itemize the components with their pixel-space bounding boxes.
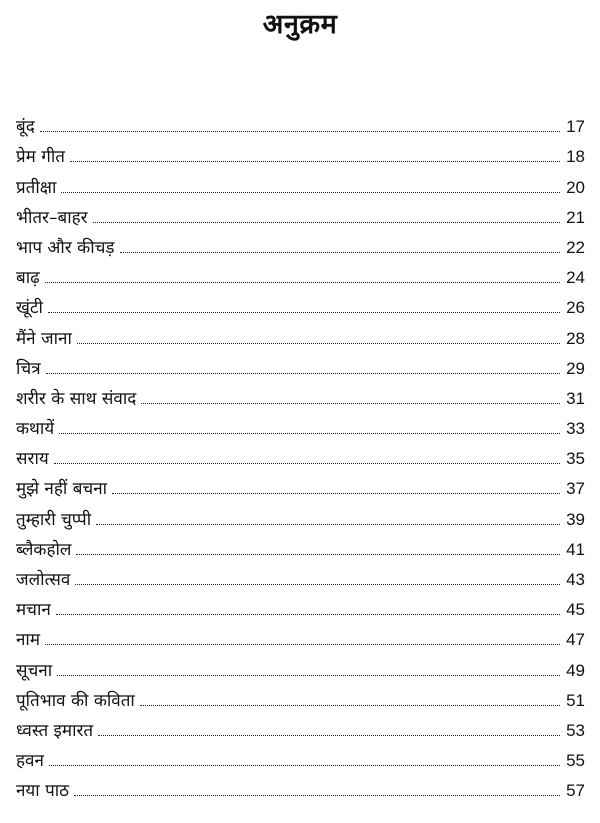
toc-leader-dots [46,373,560,374]
toc-entry-page: 28 [566,328,585,348]
toc-entry-page: 29 [566,358,585,378]
toc-leader-dots [120,252,560,253]
toc-entry [16,742,585,772]
toc-entry-title: सराय [16,449,49,470]
toc-entry-page: 43 [566,570,585,589]
toc-entry-title: मुझे नहीं बचना [16,479,108,500]
toc-entry-page: 20 [566,177,585,197]
toc-entry [16,199,585,229]
toc-entry [16,319,585,349]
toc-entry-page: 47 [566,630,585,650]
toc-entry-title: मैंने जाना [16,328,72,349]
toc-entry-title: सूचना [16,660,53,681]
toc-entry-title: भीतर–बाहर [16,207,88,228]
page-title: अनुक्रम [262,9,338,40]
toc-entry-title: भाप और कीचड़ [16,237,115,258]
toc-entry-title: बाढ़ [16,268,40,289]
toc-entry [16,440,585,470]
toc-entry [16,350,585,380]
toc-entry-title: चित्र [16,358,41,379]
toc-leader-dots [98,735,560,736]
toc-entry [16,138,585,168]
toc-entry [16,621,585,651]
toc-leader-dots [76,554,560,555]
toc-entry-page: 33 [566,419,585,439]
toc-leader-dots [141,403,560,404]
toc-entry [16,500,585,530]
toc-entry [16,380,585,410]
toc-entry [16,591,585,621]
toc-leader-dots [75,584,560,585]
toc-leader-dots [57,675,560,676]
toc-leader-dots [45,282,560,283]
toc-entry [16,259,585,289]
toc-entry-title: प्रेम गीत [16,147,65,168]
toc-entry-title: नाम [16,630,41,651]
toc-entry-title: हवन [16,751,44,772]
toc-entry-title: कथायें [16,419,55,440]
toc-entry-page: 39 [566,509,585,529]
toc-entry-title: प्रतीक्षा [16,177,57,198]
toc-entry [16,289,585,319]
toc-entry-title: ध्वस्त इमारत [16,720,94,741]
toc-entry [16,651,585,681]
toc-entry [16,470,585,500]
toc-entry-page: 35 [566,449,585,469]
toc-entry [16,561,585,591]
toc-entry-page: 21 [566,207,585,227]
toc-entry [16,682,585,712]
toc-leader-dots [54,463,560,464]
toc-entry-title: जलोत्सव [16,570,71,590]
toc-entry [16,772,585,802]
toc-leader-dots [74,795,560,796]
toc-leader-dots [140,705,560,706]
toc-entry-page: 45 [566,600,585,620]
toc-entry-page: 55 [566,751,585,771]
toc-entry-page: 57 [566,781,585,801]
toc-entry-page: 49 [566,660,585,680]
toc-entry-title: खूंटी [16,298,43,319]
toc-entry [16,531,585,561]
toc-leader-dots [49,765,560,766]
toc-entry-title: नया पाठ [16,781,70,802]
toc-entry-page: 37 [566,479,585,499]
toc-entry-page: 31 [566,388,585,408]
toc-entry [16,108,585,138]
toc-entry-title: ब्लैकहोल [16,539,72,560]
toc-entry [16,712,585,742]
toc-entry-page: 22 [566,237,585,257]
toc-leader-dots [112,493,560,494]
toc-entry [16,229,585,259]
toc-entry-page: 53 [566,720,585,740]
toc-leader-dots [93,222,560,223]
toc-entry-page: 18 [566,147,585,167]
toc-leader-dots [61,192,560,193]
toc-entry-title: पूतिभाव की कविता [16,690,135,711]
toc-leader-dots [96,524,560,525]
toc-leader-dots [56,614,560,615]
toc-leader-dots [59,433,560,434]
toc-entry [16,168,585,198]
toc-entry-page: 51 [566,690,585,710]
toc-entry-page: 17 [566,117,585,137]
toc-entry-title: शरीर के साथ संवाद [16,388,137,409]
toc-leader-dots [48,312,560,313]
toc-entry-title: तुम्हारी चुप्पी [16,509,92,530]
toc-entry-title: बूंद [16,117,35,138]
toc-entry [16,410,585,440]
toc-entry-page: 41 [566,539,585,559]
toc-leader-dots [70,161,560,162]
toc-entry-page: 24 [566,268,585,288]
toc-entry-page: 26 [566,298,585,318]
toc-leader-dots [77,343,560,344]
toc-leader-dots [40,131,560,132]
toc-leader-dots [45,644,560,645]
toc-entry-title: मचान [16,600,51,621]
table-of-contents [16,108,585,802]
